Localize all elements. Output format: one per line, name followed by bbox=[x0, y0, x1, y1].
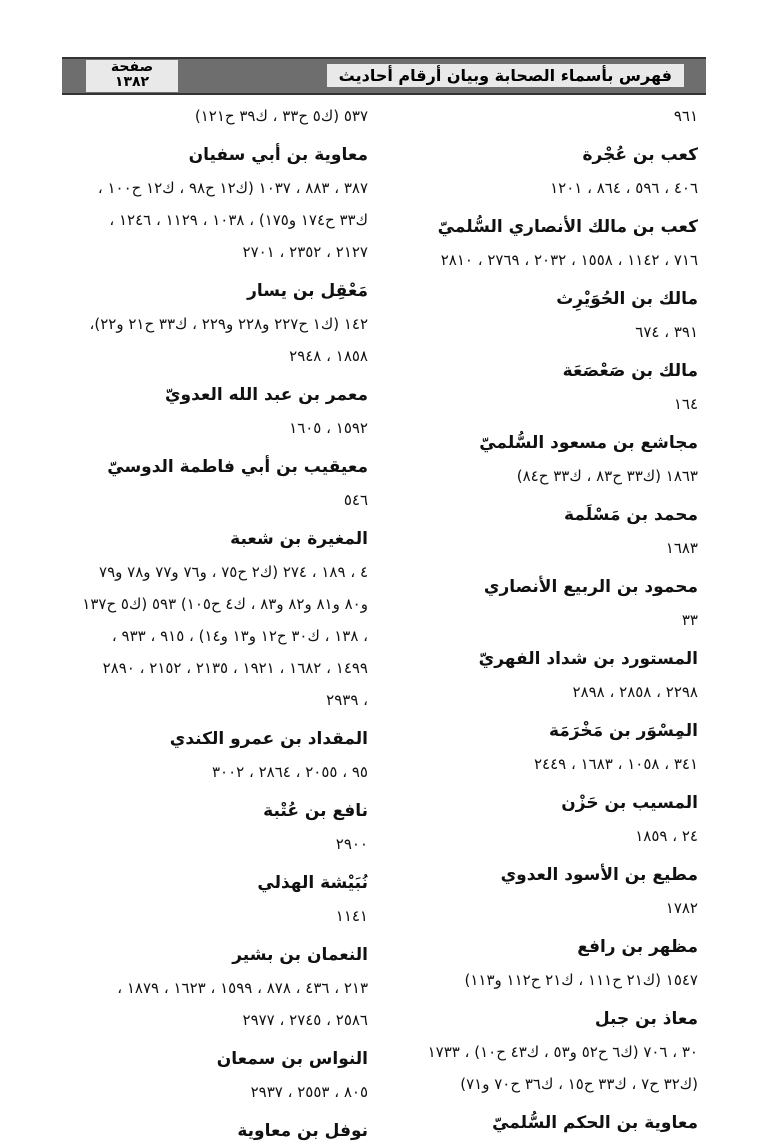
hadith-numbers: ٢٤ ، ١٨٥٩ bbox=[635, 827, 698, 845]
companion-name: معمر بن عبد الله العدويّ bbox=[164, 385, 368, 405]
hadith-numbers: ٢٩٠٠ bbox=[335, 835, 368, 853]
hadith-numbers: ١٦٨٣ bbox=[665, 539, 698, 557]
hadith-numbers: ٣٣ bbox=[681, 611, 698, 629]
hadith-numbers: ١٧٨٢ bbox=[665, 899, 698, 917]
companion-name: المِسْوَر بن مَخْرَمَة bbox=[548, 721, 698, 741]
hadith-numbers: ٣٠ ، ٧٠٦ (ك٦ ح٥٢ و٥٣ ، ك٤٣ ح١٠) ، ١٧٣٣ bbox=[427, 1043, 698, 1061]
companion-name: النواس بن سمعان bbox=[216, 1049, 368, 1069]
hadith-numbers: ٢٥٨٦ ، ٢٧٤٥ ، ٢٩٧٧ bbox=[242, 1011, 368, 1029]
page-number-box bbox=[86, 60, 178, 92]
companion-name: مالك بن الحُوَيْرِث bbox=[556, 289, 698, 309]
companion-name: مجاشع بن مسعود السُّلميّ bbox=[479, 433, 698, 453]
companion-name: نافع بن عُتْبة bbox=[263, 801, 368, 821]
hadith-numbers: ١٥٩٢ ، ١٦٠٥ bbox=[289, 419, 368, 437]
companion-name: محمد بن مَسْلَمة bbox=[564, 505, 698, 525]
hadith-numbers: ١٦٤ bbox=[673, 395, 698, 413]
index-title: فهرس بأسماء الصحابة وبيان أرقام أحاديث bbox=[327, 64, 684, 87]
hadith-numbers: ٨٠٥ ، ٢٥٥٣ ، ٢٩٣٧ bbox=[250, 1083, 368, 1101]
hadith-numbers: ٣٤١ ، ١٠٥٨ ، ١٦٨٣ ، ٢٤٤٩ bbox=[533, 755, 698, 773]
companion-name: نُبَيْشة الهذلي bbox=[257, 873, 368, 893]
page-label: صفحة bbox=[110, 59, 154, 75]
companion-name: المغيرة بن شعبة bbox=[230, 529, 368, 549]
hadith-numbers: ٧١٦ ، ١١٤٢ ، ١٥٥٨ ، ٢٠٣٢ ، ٢٧٦٩ ، ٢٨١٠ bbox=[440, 251, 698, 269]
hadith-numbers: ٥٣٧ (ك٥ ح٣٣ ، ك٣٩ ح١٢١) bbox=[194, 107, 368, 125]
companion-name: المقداد بن عمرو الكندي bbox=[169, 729, 368, 749]
companion-name: نوفل بن معاوية bbox=[237, 1121, 368, 1141]
hadith-numbers: ١١٤١ bbox=[335, 907, 368, 925]
page-header bbox=[62, 57, 706, 95]
companion-name: معاوية بن أبي سفيان bbox=[188, 145, 368, 165]
companion-name: كعب بن عُجْرة bbox=[582, 145, 698, 165]
hadith-numbers: ٢١٣ ، ٤٣٦ ، ٨٧٨ ، ١٥٩٩ ، ١٦٢٣ ، ١٨٧٩ ، bbox=[117, 979, 368, 997]
hadith-numbers: ٢١٢٧ ، ٢٣٥٢ ، ٢٧٠١ bbox=[242, 243, 368, 261]
hadith-numbers: (ك٣٢ ح٧ ، ك٣٣ ح١٥ ، ك٣٦ ح٧٠ و٧١) bbox=[460, 1075, 698, 1093]
companion-name: معاوية بن الحكم السُّلميّ bbox=[492, 1113, 698, 1133]
companion-name: المستورد بن شداد الفهريّ bbox=[478, 649, 698, 669]
hadith-numbers: ٢٢٩٨ ، ٢٨٥٨ ، ٢٨٩٨ bbox=[572, 683, 698, 701]
hadith-numbers: ١٤٢ (ك١ ح٢٢٧ و٢٢٨ و٢٢٩ ، ك٣٣ ح٢١ و٢٢)، bbox=[89, 315, 368, 333]
hadith-numbers: ٤ ، ١٨٩ ، ٢٧٤ (ك٢ ح٧٥ ، و٧٦ و٧٧ و٧٨ و٧٩ bbox=[99, 563, 368, 581]
hadith-numbers: ك٣٣ ح١٧٤ و١٧٥) ، ١٠٣٨ ، ١١٢٩ ، ١٢٤٦ ، bbox=[109, 211, 368, 229]
hadith-numbers: ، ١٣٨ ، ك٣٠ ح١٢ و١٣ و١٤) ، ٩١٥ ، ٩٣٣ ، bbox=[111, 627, 368, 645]
page-number: ١٣٨٢ bbox=[114, 74, 150, 90]
companion-name: مطيع بن الأسود العدوي bbox=[500, 865, 698, 885]
hadith-numbers: ١٥٤٧ (ك٢١ ح١١١ ، ك٢١ ح١١٢ و١١٣) bbox=[464, 971, 698, 989]
hadith-numbers: و٨٠ و٨١ و٨٢ و٨٣ ، ك٤ ح١٠٥) ٥٩٣ (ك٥ ح١٣٧ bbox=[82, 595, 368, 613]
hadith-numbers: ١٤٩٩ ، ١٦٨٢ ، ١٩٢١ ، ٢١٣٥ ، ٢١٥٢ ، ٢٨٩٠ bbox=[102, 659, 368, 677]
companion-name: كعب بن مالك الأنصاري السُّلميّ bbox=[437, 217, 698, 237]
hadith-numbers: ٩٦١ bbox=[673, 107, 698, 125]
companion-name: معيقيب بن أبي فاطمة الدوسيّ bbox=[107, 457, 368, 477]
companion-name: النعمان بن بشير bbox=[232, 945, 368, 965]
hadith-numbers: ١٨٥٨ ، ٢٩٤٨ bbox=[289, 347, 368, 365]
companion-name: مالك بن صَعْصَعَة bbox=[562, 361, 698, 381]
hadith-numbers: ٣٩١ ، ٦٧٤ bbox=[635, 323, 698, 341]
companion-name: معاذ بن جبل bbox=[594, 1009, 698, 1029]
hadith-numbers: ، ٢٩٣٩ bbox=[326, 691, 368, 709]
left-column bbox=[60, 100, 368, 1148]
companion-name: محمود بن الربيع الأنصاري bbox=[483, 577, 698, 597]
companion-name: المسيب بن حَزْن bbox=[561, 793, 698, 813]
companion-name: مَعْقِل بن يسار bbox=[247, 281, 368, 301]
hadith-numbers: ٣٨٧ ، ٨٨٣ ، ١٠٣٧ (ك١٢ ح٩٨ ، ك١٢ ح١٠٠ ، bbox=[97, 179, 368, 197]
right-column bbox=[400, 100, 698, 1140]
companion-name: مظهر بن رافع bbox=[577, 937, 698, 957]
hadith-numbers: ١٨٦٣ (ك٣٣ ح٨٣ ، ك٣٣ ح٨٤) bbox=[516, 467, 698, 485]
hadith-numbers: ٤٠٦ ، ٥٩٦ ، ٨٦٤ ، ١٢٠١ bbox=[550, 179, 698, 197]
hadith-numbers: ٩٥ ، ٢٠٥٥ ، ٢٨٦٤ ، ٣٠٠٢ bbox=[212, 763, 368, 781]
hadith-numbers: ٥٤٦ bbox=[343, 491, 368, 509]
